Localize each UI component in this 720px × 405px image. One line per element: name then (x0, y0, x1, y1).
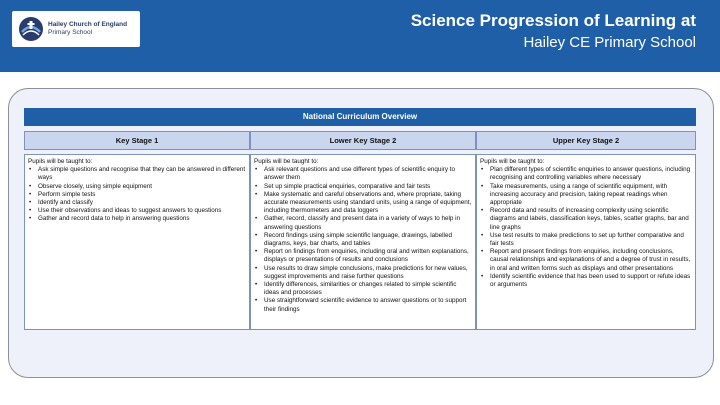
overview-title-bar: National Curriculum Overview (24, 108, 696, 126)
column-intro: Pupils will be taught to: (28, 158, 93, 165)
list-item: • Plan different types of scientific enquiries to answer questions, including recognising and controlling variables where necessary (490, 166, 692, 182)
upper-key-stage-2-column (476, 154, 696, 330)
objective-list (28, 166, 246, 223)
list-item: • Use results to draw simple conclusions, make predictions for new values, suggest improvements and raise further questions (264, 265, 472, 281)
column-intro: Pupils will be taught to: (254, 158, 319, 165)
list-item: • Report on findings from enquiries, including oral and written explanations, displays or presentations of results and conclusions (264, 248, 472, 264)
list-item: • Make systematic and careful observations and, where propriate, taking accurate measurements using standard units, using a range of equipment, including thermometers and data loggers (264, 191, 472, 216)
logo-school-name: Hailey Church of England (48, 21, 128, 28)
list-item: • Use test results to make predictions to set up further comparative and fair tests (490, 232, 692, 248)
page-title: Science Progression of Learning at (410, 11, 696, 30)
column-intro: Pupils will be taught to: (480, 158, 545, 165)
lower-key-stage-2-heading: Lower Key Stage 2 (250, 131, 476, 150)
upper-key-stage-2-heading: Upper Key Stage 2 (476, 131, 696, 150)
school-logo (12, 11, 140, 47)
list-item: • Identify and classify (38, 199, 246, 207)
list-item: • Record data and results of increasing complexity using scientific diagrams and labels, classification keys, tables, scatter graphs, bar and line graphs (490, 207, 692, 232)
school-crest-icon (18, 16, 44, 42)
logo-school-type: Primary School (48, 29, 93, 36)
lower-key-stage-2-column (250, 154, 476, 330)
list-item: • Identify differences, similarities or changes related to simple scientific ideas and processes (264, 281, 472, 297)
list-item: • Ask relevant questions and use different types of scientific enquiry to answer them (264, 166, 472, 182)
list-item: • Report and present findings from enquiries, including conclusions, causal relationships and explanations of and a degree of trust in results, in oral and written forms such as displays and other presentations (490, 248, 692, 273)
list-item: • Gather, record, classify and present data in a variety of ways to help in answering questions (264, 215, 472, 231)
list-item: • Use straightforward scientific evidence to answer questions or to support their findings (264, 297, 472, 313)
header-band (0, 0, 720, 72)
list-item: • Perform simple tests (38, 191, 246, 199)
list-item: • Record findings using simple scientific language, drawings, labelled diagrams, keys, bar charts, and tables (264, 232, 472, 248)
list-item: • Gather and record data to help in answering questions (38, 215, 246, 223)
page-subtitle: Hailey CE Primary School (523, 34, 696, 51)
key-stage-columns (24, 154, 696, 330)
objective-list (480, 166, 692, 289)
list-item: • Take measurements, using a range of scientific equipment, with increasing accuracy and precision, taking repeat readings when appropriate (490, 183, 692, 208)
key-stage-1-heading: Key Stage 1 (24, 131, 250, 150)
objective-list (254, 166, 472, 314)
list-item: • Ask simple questions and recognise that they can be answered in different ways (38, 166, 246, 182)
key-stage-1-column (24, 154, 250, 330)
list-item: • Use their observations and ideas to suggest answers to questions (38, 207, 246, 215)
list-item: • Observe closely, using simple equipment (38, 183, 246, 191)
key-stage-headers (24, 131, 696, 150)
list-item: • Set up simple practical enquiries, comparative and fair tests (264, 183, 472, 191)
list-item: • Identify scientific evidence that has been used to support or refute ideas or arguments (490, 273, 692, 289)
